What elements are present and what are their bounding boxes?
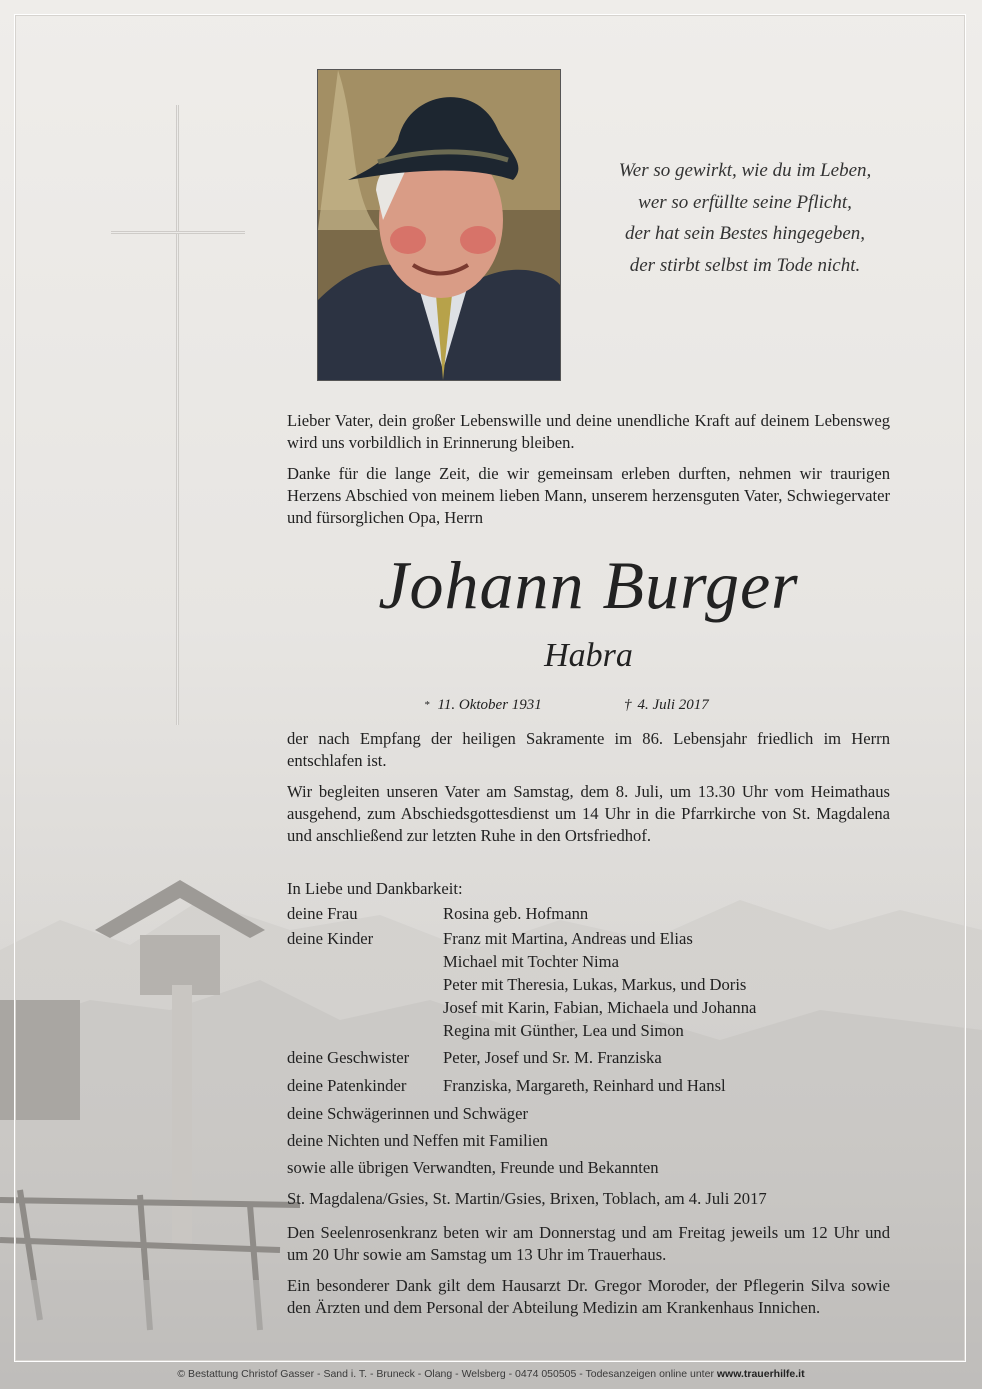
family-names: Peter, Josef und Sr. M. Franziska [443, 1048, 662, 1067]
death-date-text: 4. Juli 2017 [637, 697, 709, 713]
family-relation: deine Frau [287, 904, 358, 923]
family-names: Regina mit Günther, Lea und Simon [443, 1021, 684, 1040]
death-symbol: † [624, 697, 632, 713]
family-names: Josef mit Karin, Fabian, Michaela und Johanna [443, 998, 757, 1017]
family-relation: deine Patenkinder [287, 1076, 407, 1095]
poem-line: Wer so gewirkt, wie du im Leben, [618, 160, 872, 181]
sacraments-paragraph: der nach Empfang der heiligen Sakramente im 86. Lebensjahr friedlich im Herrn entschlafen ist. [287, 729, 890, 770]
extra-line: deine Nichten und Neffen mit Familien [287, 1131, 548, 1150]
poem-line: wer so erfüllte seine Pflicht, [638, 191, 852, 213]
poem-line: der stirbt selbst im Tode nicht. [629, 254, 861, 276]
family-relation: deine Kinder [287, 929, 374, 948]
deceased-nickname: Habra [544, 637, 633, 674]
thanks-paragraph: Ein besonderer Dank gilt dem Hausarzt Dr. Gregor Moroder, der Pflegerin Silva sowie den Ärzten und dem Personal der Abteilung Medizin am Krankenhaus Innichen. [287, 1276, 890, 1317]
poem-line: der hat sein Bestes hingegeben, [624, 223, 866, 244]
family-names: Peter mit Theresia, Lukas, Markus, und Doris [443, 975, 747, 994]
family-relation: deine Geschwister [287, 1048, 410, 1067]
footer [0, 1368, 982, 1380]
gratitude-heading: In Liebe und Dankbarkeit: [287, 879, 463, 898]
rosary-paragraph: Den Seelenrosenkranz beten wir am Donnerstag und am Freitag jeweils um 12 Uhr und um 20 Uhr sowie am Samstag um 13 Uhr im Trauerhaus. [287, 1223, 890, 1264]
family-names: Rosina geb. Hofmann [443, 904, 589, 923]
cross-vertical-bar [176, 105, 179, 725]
family-names: Franziska, Margareth, Reinhard und Hansl [443, 1076, 726, 1095]
place-and-date: St. Magdalena/Gsies, St. Martin/Gsies, Brixen, Toblach, am 4. Juli 2017 [287, 1189, 767, 1208]
birth-date-text: 11. Oktober 1931 [437, 697, 542, 713]
intro-paragraph-2: Danke für die lange Zeit, die wir gemeinsam erleben durften, nehmen wir traurigen Herzens Abschied von meinem lieben Mann, unserem herzensguten Vater, Schwiegervater und fürsorglichen Opa, Herrn [287, 464, 890, 527]
family-names: Franz mit Martina, Andreas und Elias [443, 929, 693, 948]
family-names: Michael mit Tochter Nima [443, 952, 619, 971]
portrait-illustration [318, 70, 560, 380]
intro-paragraph-1: Lieber Vater, dein großer Lebenswille und deine unendliche Kraft auf deinem Lebensweg wird uns vorbildlich in Erinnerung bleiben. [287, 411, 890, 452]
funeral-paragraph: Wir begleiten unseren Vater am Samstag, dem 8. Juli, um 13.30 Uhr vom Heimathaus ausgehend, zum Abschiedsgottesdienst um 14 Uhr in die Pfarrkirche von St. Magdalena und anschließend zur letzten Ruhe in den Ortsfriedhof. [287, 782, 890, 845]
cross-horizontal-bar [111, 231, 245, 234]
portrait-photo [317, 69, 561, 381]
footer-text: © Bestattung Christof Gasser - Sand i. T. - Bruneck - Olang - Welsberg - 0474 050505 - Todesanzeigen online unter [177, 1368, 714, 1380]
footer-link[interactable]: www.trauerhilfe.it [716, 1368, 805, 1380]
memorial-poem [580, 155, 910, 281]
death-date [624, 695, 709, 715]
birth-symbol: * [424, 699, 430, 711]
extra-line: sowie alle übrigen Verwandten, Freunde und Bekannten [287, 1158, 659, 1177]
extra-line: deine Schwägerinnen und Schwäger [287, 1104, 528, 1123]
deceased-name: Johann Burger [378, 547, 799, 623]
birth-date [424, 695, 542, 715]
